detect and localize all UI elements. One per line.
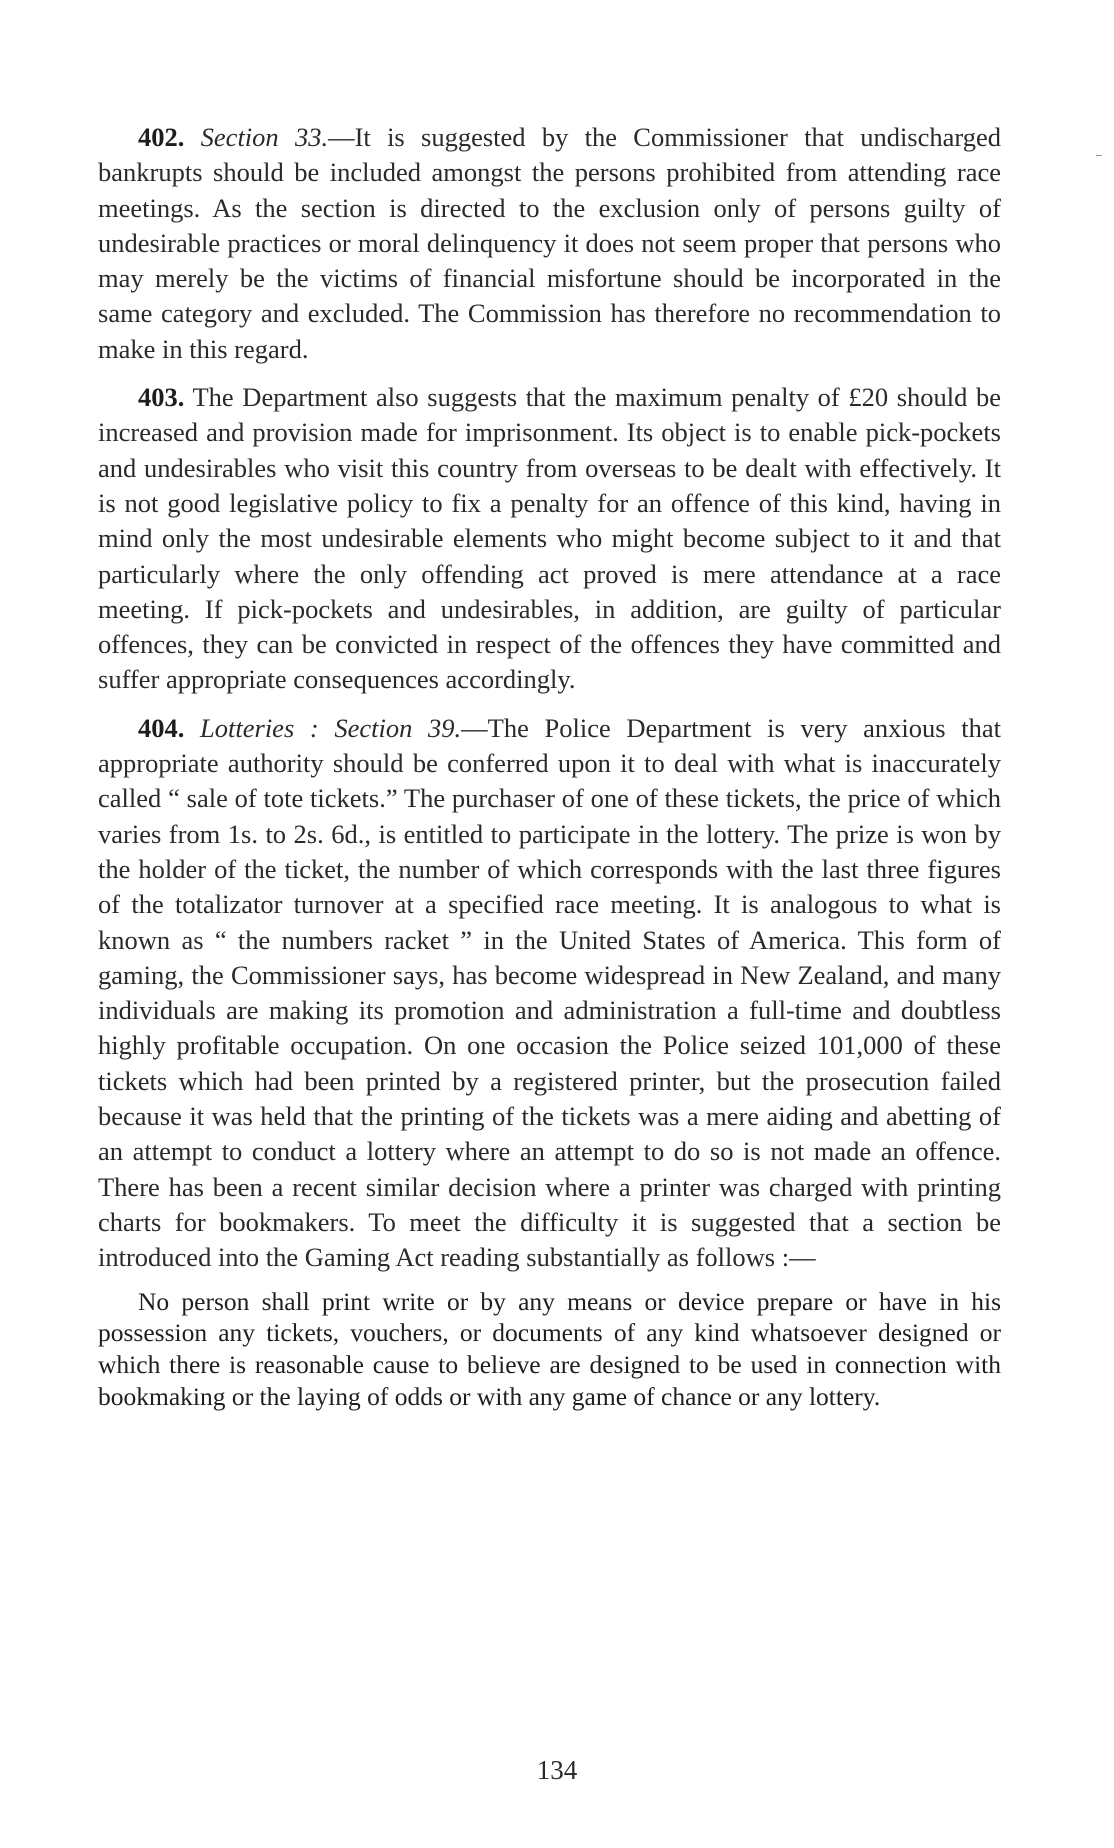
paragraph-404 [98,711,1001,1276]
page-body [98,120,1001,1413]
paragraph-number: 403. [138,382,185,413]
proposed-section-quote: No person shall print write or by any means or device prepare or have in his possession any tickets, vouchers, or documents of any kind whatsoever designed or which there is reasonable cause to believe are designed to be used in connection with bookmaking or the laying of odds or with any game of chance or any lottery. [98,1286,1001,1411]
scan-mark [1096,155,1102,156]
section-heading: Section 39. [334,712,462,743]
paragraph-number: 404. [138,712,185,743]
topic-heading: Lotteries : [200,712,335,743]
paragraph-403 [98,380,1001,698]
paragraph-number: 402. [138,122,185,152]
section-heading: Section 33. [200,122,329,152]
paragraph-text: —It is suggested by the Commissioner that undischarged bankrupts should be included amongst the persons prohibited from attending race meetings. As the section is directed to the exclusion only of persons guilty of undesirable practices or moral delinquency it does not seem proper that persons who may merely be the victims of financial misfortune should be incorporated in the same category and excluded. The Commission has therefore no recommendation to make in this regard. [98,122,1002,364]
paragraph-text: —The Police Department is very anxious that appropriate authority should be conferred upon it to deal with what is inaccurately called “ sale of tote tickets.” The purchaser of one of these tickets, the price of which varies from 1s. to 2s. 6d., is entitled to participate in the lottery. The prize is won by the holder of the ticket, the number of which corresponds with the last three figures of the totalizator turnover at a specified race meeting. It is analogous to what is known as “ the numbers racket ” in the United States of America. This form of gaming, the Commissioner says, has become widespread in New Zealand, and many individuals are making its promotion and administration a full-time and doubtless highly profitable occupation. On one occasion the Police seized 101,000 of these tickets which had been printed by a registered printer, but the prosecution failed because it was held that the printing of the tickets was a mere aiding and abetting of an attempt to conduct a lottery where an attempt to do so is not made an offence. There has been a recent similar decision where a printer was charged with printing charts for bookmakers. To meet the difficulty it is suggested that a section be introduced into the Gaming Act reading substantially as follows :— [98,712,1001,1273]
paragraph-402 [98,120,1001,367]
paragraph-text: The Department also suggests that the maximum penalty of £20 should be increased and provision made for imprisonment. Its object is to enable pick-pockets and undesirables who visit this country from overseas to be dealt with effectively. It is not good legislative policy to fix a penalty for an offence of this kind, having in mind only the most undesirable elements who might become subject to it and that particularly where the only offending act proved is mere attendance at a race meeting. If pick-pockets and undesirables, in addition, are guilty of particular offences, they can be convicted in respect of the offences they have committed and suffer appropriate consequences accordingly. [98,382,1001,695]
page-number: 134 [536,1755,578,1785]
